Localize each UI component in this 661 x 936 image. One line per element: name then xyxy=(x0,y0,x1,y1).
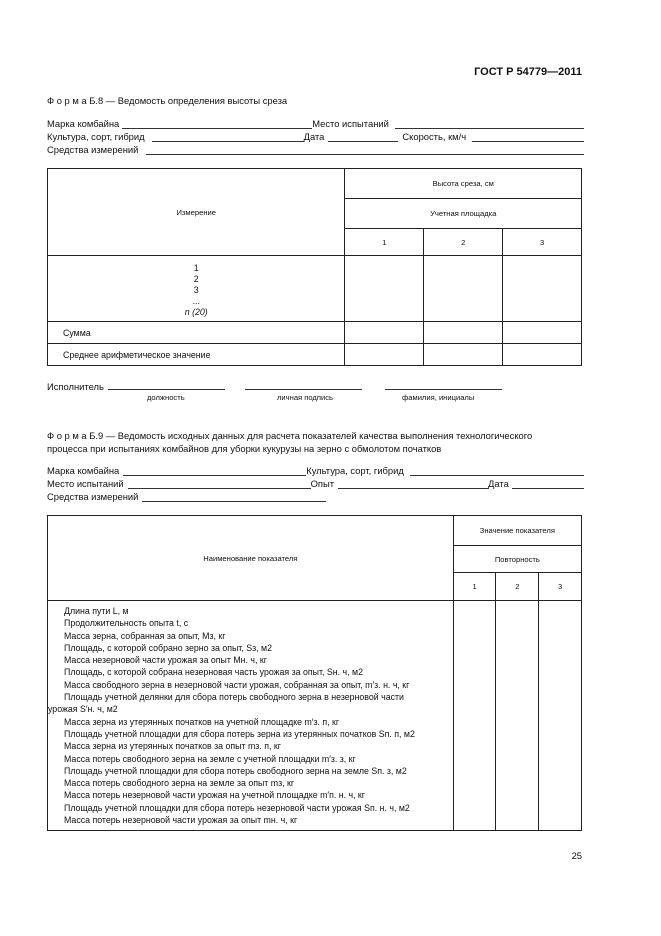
executor-line xyxy=(47,381,502,392)
position-caption: должность xyxy=(147,393,185,402)
indicator-row: Площадь, с которой собрана незерновая часть урожая за опыт, Sн. ч, м2 xyxy=(64,667,363,678)
form9-title-line2: процесса при испытаниях комбайнов для уборки кукурузы на зерно с обмолотом початков xyxy=(47,443,442,454)
place-label: Место испытаний xyxy=(312,118,389,129)
height-table xyxy=(47,168,582,366)
cell[interactable] xyxy=(345,256,424,322)
cell[interactable] xyxy=(539,601,582,831)
cell[interactable] xyxy=(424,256,503,322)
repeat-3: 3 xyxy=(539,573,582,601)
cell[interactable] xyxy=(453,601,496,831)
indicator-row: Площадь учетной площадки для сбора потерь зерна из утерянных початков Sп. п, м2 xyxy=(64,728,415,739)
speed-label: Скорость, км/ч xyxy=(402,131,467,142)
measure-row: 3 xyxy=(193,284,199,295)
date-label: Дата xyxy=(488,478,509,489)
measure-row: ... xyxy=(192,295,200,306)
form8-title: Ф о р м а Б.8 — Ведомость определения высоты среза xyxy=(47,95,288,106)
indicator-row: Площадь учетной площадки для сбора потерь незерновой части урожая Sп. н. ч, м2 xyxy=(64,802,410,813)
form8-row1 xyxy=(47,118,584,129)
measure-row: 1 xyxy=(193,262,199,273)
indicator-list xyxy=(48,601,454,831)
date-label: Дата xyxy=(303,131,325,142)
cell[interactable] xyxy=(503,344,582,366)
plot-header: Учетная площадка xyxy=(345,199,582,229)
repeat-2: 2 xyxy=(496,573,539,601)
indicator-row: Масса свободного зерна в незерновой части урожая, собранная за опыт, m′з. н. ч, кг xyxy=(64,679,410,690)
means-field[interactable] xyxy=(146,145,584,155)
cell[interactable] xyxy=(345,322,424,344)
indicator-row: Масса потерь свободного зерна на земле за опыт mз, кг xyxy=(64,778,295,789)
means-label: Средства измерений xyxy=(47,491,139,502)
indicator-row: Площадь учетной делянки для сбора потерь свободного зерна в незерновой части xyxy=(64,692,404,703)
culture-field[interactable] xyxy=(152,132,304,142)
form9-row3 xyxy=(47,491,584,502)
name-caption: фамилия, инициалы xyxy=(402,393,475,402)
indicator-row: Площадь учетной площадки для сбора потерь свободного зерна на земле Sп. з, м2 xyxy=(64,765,407,776)
means-label: Средства измерений xyxy=(47,144,139,155)
repeat-header: Повторность xyxy=(453,546,581,573)
culture-label: Культура, сорт, гибрид xyxy=(47,131,145,142)
indicator-row: Масса потерь незерновой части урожая за опыт mн. ч, кг xyxy=(64,815,298,826)
cell[interactable] xyxy=(424,322,503,344)
cell[interactable] xyxy=(345,344,424,366)
position-field[interactable] xyxy=(108,381,225,390)
form9-row1 xyxy=(47,465,584,476)
indicator-row: Масса зерна, собранная за опыт, Mз, кг xyxy=(64,630,226,641)
combine-field[interactable] xyxy=(123,466,306,476)
form8-row2 xyxy=(47,131,584,142)
place-field[interactable] xyxy=(128,479,311,489)
measure-row: 2 xyxy=(193,273,199,284)
name-header: Наименование показателя xyxy=(48,516,454,601)
name-field[interactable] xyxy=(385,381,502,390)
indicator-row: урожая S′н. ч, м2 xyxy=(48,704,118,715)
indicator-row: Масса зерна из утерянных початков на учетной площадке m′з. п, кг xyxy=(64,716,340,727)
experiment-field[interactable] xyxy=(338,479,488,489)
signature-caption: личная подпись xyxy=(277,393,333,402)
signature-field[interactable] xyxy=(245,381,362,390)
means-field[interactable] xyxy=(142,492,326,502)
indicator-row: Масса незерновой части урожая за опыт Mн. ч, кг xyxy=(64,655,267,666)
height-header: Высота среза, см xyxy=(345,169,582,199)
repeat-1: 1 xyxy=(453,573,496,601)
culture-field[interactable] xyxy=(410,466,584,476)
cell[interactable] xyxy=(424,344,503,366)
form9-title-line1: Ф о р м а Б.9 — Ведомость исходных данных для расчета показателей качества выполнения технологического xyxy=(47,430,533,441)
cell[interactable] xyxy=(496,601,539,831)
source-data-table xyxy=(47,515,582,831)
culture-label: Культура, сорт, гибрид xyxy=(306,465,404,476)
measure-rows xyxy=(48,256,345,322)
sum-label: Сумма xyxy=(48,322,345,344)
indicator-row: Площадь, с которой собрано зерно за опыт, Sз, м2 xyxy=(64,642,272,653)
cell[interactable] xyxy=(503,256,582,322)
plot-2: 2 xyxy=(424,229,503,256)
speed-field[interactable] xyxy=(472,132,584,142)
form9-title xyxy=(47,430,582,454)
indicator-row: Продолжительность опыта t, с xyxy=(64,618,189,629)
measure-header: Измерение xyxy=(48,169,345,256)
page-number: 25 xyxy=(571,850,582,861)
indicator-rows xyxy=(48,605,453,826)
place-label: Место испытаний xyxy=(47,478,124,489)
combine-label: Марка комбайна xyxy=(47,465,120,476)
value-header: Значение показателя xyxy=(453,516,581,546)
form9-row2 xyxy=(47,478,584,489)
combine-label: Марка комбайна xyxy=(47,118,120,129)
plot-1: 1 xyxy=(345,229,424,256)
cell[interactable] xyxy=(503,322,582,344)
place-field[interactable] xyxy=(395,119,584,129)
standard-number: ГОСТ Р 54779—2011 xyxy=(474,66,582,78)
experiment-label: Опыт xyxy=(310,478,335,489)
indicator-row: Масса потерь свободного зерна на земле с учетной площадки m′з. з, кг xyxy=(64,753,356,764)
measure-row: n (20) xyxy=(184,306,208,317)
plot-3: 3 xyxy=(503,229,582,256)
date-field[interactable] xyxy=(328,132,398,142)
combine-field[interactable] xyxy=(122,119,312,129)
form8-row3 xyxy=(47,144,584,155)
indicator-row: Масса потерь незерновой части урожая на учетной площадке m′п. н. ч, кг xyxy=(64,790,365,801)
mean-label: Среднее арифметическое значение xyxy=(48,344,345,366)
indicator-row: Масса зерна из утерянных початков за опыт mз. п, кг xyxy=(64,741,281,752)
executor-label: Исполнитель xyxy=(47,381,104,392)
date-field[interactable] xyxy=(512,479,584,489)
indicator-row: Длина пути L, м xyxy=(64,606,129,616)
